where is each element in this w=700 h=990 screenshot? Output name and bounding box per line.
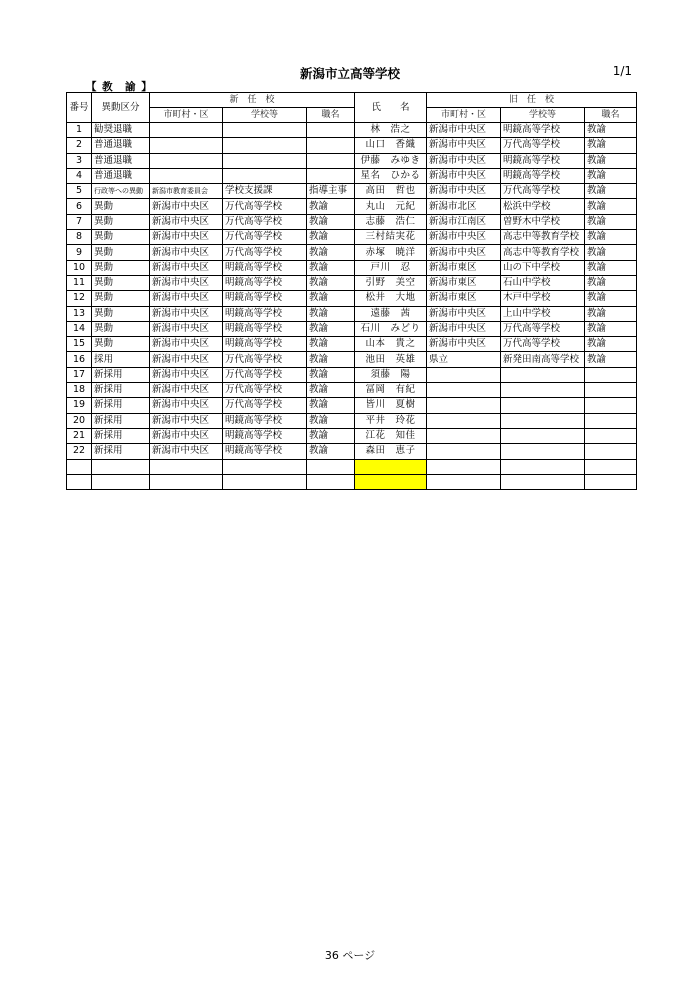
row-name: 丸山 元紀: [355, 199, 427, 214]
row-old-position: 教諭: [585, 275, 637, 290]
row-old-school: 上山中学校: [501, 306, 585, 321]
row-new-city: [150, 153, 223, 168]
row-new-city: 新潟市中央区: [150, 321, 223, 336]
table-body: [67, 123, 637, 490]
row-new-position: [307, 153, 355, 168]
empty-number: [67, 474, 92, 489]
row-new-city: 新潟市中央区: [150, 413, 223, 428]
table-row: [67, 230, 637, 245]
row-category: 行政等への異動: [92, 184, 150, 199]
table-row: [67, 275, 637, 290]
row-old-position: 教諭: [585, 138, 637, 153]
row-old-city: 新潟市中央区: [427, 230, 501, 245]
empty-row: [67, 459, 637, 474]
row-old-school: 石山中学校: [501, 275, 585, 290]
row-category: 異動: [92, 275, 150, 290]
page-title: 新潟市立高等学校: [299, 66, 400, 81]
row-new-school: [223, 153, 307, 168]
row-category: 普通退職: [92, 168, 150, 183]
row-old-school: 高志中等教育学校: [501, 230, 585, 245]
empty-new-position: [307, 474, 355, 489]
personnel-table: [66, 92, 637, 490]
row-new-position: 教諭: [307, 260, 355, 275]
row-number: 1: [67, 123, 92, 138]
row-old-position: 教諭: [585, 230, 637, 245]
header-new-school: 新 任 校: [150, 93, 355, 108]
row-old-position: [585, 413, 637, 428]
empty-new-city: [150, 459, 223, 474]
row-number: 10: [67, 260, 92, 275]
header-new-position: 職名: [307, 108, 355, 123]
row-number: 17: [67, 367, 92, 382]
table-row: [67, 337, 637, 352]
empty-new-school: [223, 474, 307, 489]
row-new-school: 明鏡高等学校: [223, 321, 307, 336]
empty-old-school: [501, 474, 585, 489]
row-category: 異動: [92, 245, 150, 260]
row-old-school: [501, 444, 585, 459]
row-name: 皆川 夏樹: [355, 398, 427, 413]
row-new-position: 教諭: [307, 199, 355, 214]
row-name: 高田 哲也: [355, 184, 427, 199]
row-new-school: 学校支援課: [223, 184, 307, 199]
row-new-city: 新潟市中央区: [150, 444, 223, 459]
row-new-school: 明鏡高等学校: [223, 428, 307, 443]
row-new-position: 教諭: [307, 428, 355, 443]
empty-new-school: [223, 459, 307, 474]
row-name: 星名 ひかる: [355, 168, 427, 183]
row-number: 9: [67, 245, 92, 260]
row-name: 山口 香織: [355, 138, 427, 153]
row-old-city: 新潟市中央区: [427, 245, 501, 260]
table-row: [67, 153, 637, 168]
row-old-city: 県立: [427, 352, 501, 367]
row-new-city: 新潟市中央区: [150, 398, 223, 413]
row-category: 普通退職: [92, 138, 150, 153]
row-new-position: 指導主事: [307, 184, 355, 199]
row-new-city: [150, 123, 223, 138]
table-row: [67, 123, 637, 138]
row-old-school: 高志中等教育学校: [501, 245, 585, 260]
table-row: [67, 428, 637, 443]
row-new-school: 明鏡高等学校: [223, 413, 307, 428]
row-category: 異動: [92, 199, 150, 214]
row-category: 新採用: [92, 413, 150, 428]
row-old-city: [427, 444, 501, 459]
row-old-city: 新潟市北区: [427, 199, 501, 214]
empty-old-position: [585, 459, 637, 474]
table-row: [67, 245, 637, 260]
row-number: 4: [67, 168, 92, 183]
row-category: 異動: [92, 321, 150, 336]
row-new-city: 新潟市中央区: [150, 291, 223, 306]
row-old-school: 万代高等学校: [501, 184, 585, 199]
row-old-position: 教諭: [585, 153, 637, 168]
row-old-city: [427, 398, 501, 413]
row-old-school: 明鏡高等学校: [501, 123, 585, 138]
row-old-city: [427, 428, 501, 443]
row-new-school: 明鏡高等学校: [223, 337, 307, 352]
row-new-position: 教諭: [307, 214, 355, 229]
row-new-position: 教諭: [307, 444, 355, 459]
row-old-city: 新潟市東区: [427, 260, 501, 275]
row-new-position: 教諭: [307, 413, 355, 428]
row-category: 新採用: [92, 383, 150, 398]
row-number: 20: [67, 413, 92, 428]
row-new-city: 新潟市中央区: [150, 383, 223, 398]
row-category: 異動: [92, 260, 150, 275]
table-row: [67, 260, 637, 275]
row-number: 5: [67, 184, 92, 199]
row-number: 15: [67, 337, 92, 352]
row-new-position: 教諭: [307, 245, 355, 260]
row-new-school: 万代高等学校: [223, 352, 307, 367]
header-new-city: 市町村・区: [150, 108, 223, 123]
row-new-city: 新潟市中央区: [150, 245, 223, 260]
row-old-position: 教諭: [585, 352, 637, 367]
row-new-school: 明鏡高等学校: [223, 291, 307, 306]
row-category: 勧奨退職: [92, 123, 150, 138]
row-number: 18: [67, 383, 92, 398]
row-old-position: [585, 444, 637, 459]
row-name: 冨岡 有紀: [355, 383, 427, 398]
table-row: [67, 352, 637, 367]
row-new-position: 教諭: [307, 291, 355, 306]
row-new-school: [223, 123, 307, 138]
empty-new-position: [307, 459, 355, 474]
row-old-city: 新潟市中央区: [427, 306, 501, 321]
row-new-school: 明鏡高等学校: [223, 444, 307, 459]
empty-category: [92, 474, 150, 489]
header-name: 氏 名: [355, 93, 427, 123]
empty-number: [67, 459, 92, 474]
row-new-position: 教諭: [307, 352, 355, 367]
row-old-city: 新潟市東区: [427, 275, 501, 290]
row-name: 三村結実花: [355, 230, 427, 245]
row-old-school: 木戸中学校: [501, 291, 585, 306]
empty-name: [355, 459, 427, 474]
row-old-school: [501, 413, 585, 428]
row-old-city: 新潟市中央区: [427, 184, 501, 199]
header-new-school-name: 学校等: [223, 108, 307, 123]
row-old-school: 万代高等学校: [501, 321, 585, 336]
empty-row: [67, 474, 637, 489]
row-number: 16: [67, 352, 92, 367]
row-new-position: [307, 138, 355, 153]
row-new-position: 教諭: [307, 367, 355, 382]
row-new-position: 教諭: [307, 337, 355, 352]
row-old-position: [585, 428, 637, 443]
row-new-school: 万代高等学校: [223, 398, 307, 413]
row-number: 3: [67, 153, 92, 168]
row-category: 新採用: [92, 367, 150, 382]
row-new-school: 明鏡高等学校: [223, 260, 307, 275]
row-old-school: 明鏡高等学校: [501, 153, 585, 168]
table-row: [67, 444, 637, 459]
row-new-position: [307, 123, 355, 138]
row-old-school: [501, 428, 585, 443]
row-category: 採用: [92, 352, 150, 367]
row-new-city: 新潟市中央区: [150, 214, 223, 229]
row-old-city: 新潟市中央区: [427, 337, 501, 352]
row-new-city: 新潟市中央区: [150, 199, 223, 214]
row-name: 森田 恵子: [355, 444, 427, 459]
row-old-school: 明鏡高等学校: [501, 168, 585, 183]
row-old-school: 万代高等学校: [501, 337, 585, 352]
row-new-school: 万代高等学校: [223, 245, 307, 260]
row-old-position: 教諭: [585, 306, 637, 321]
row-name: 江花 知佳: [355, 428, 427, 443]
row-new-school: 万代高等学校: [223, 383, 307, 398]
row-name: 志藤 浩仁: [355, 214, 427, 229]
header-old-school: 旧 任 校: [427, 93, 637, 108]
row-new-position: 教諭: [307, 398, 355, 413]
row-old-school: 山の下中学校: [501, 260, 585, 275]
row-old-position: 教諭: [585, 184, 637, 199]
empty-old-position: [585, 474, 637, 489]
header-old-school-name: 学校等: [501, 108, 585, 123]
row-old-school: 万代高等学校: [501, 138, 585, 153]
row-old-position: 教諭: [585, 260, 637, 275]
row-new-city: 新潟市中央区: [150, 337, 223, 352]
row-old-city: 新潟市江南区: [427, 214, 501, 229]
row-new-city: 新潟市教育委員会: [150, 184, 223, 199]
row-name: 須藤 陽: [355, 367, 427, 382]
row-new-school: 万代高等学校: [223, 367, 307, 382]
row-category: 普通退職: [92, 153, 150, 168]
row-new-position: 教諭: [307, 321, 355, 336]
header-category: 異動区分: [92, 93, 150, 123]
row-old-position: 教諭: [585, 168, 637, 183]
row-category: 新採用: [92, 428, 150, 443]
row-new-position: 教諭: [307, 306, 355, 321]
row-category: 新採用: [92, 398, 150, 413]
row-old-position: [585, 367, 637, 382]
row-old-city: [427, 367, 501, 382]
row-new-city: 新潟市中央区: [150, 306, 223, 321]
row-old-position: 教諭: [585, 245, 637, 260]
row-new-school: 明鏡高等学校: [223, 275, 307, 290]
table-row: [67, 306, 637, 321]
row-new-position: 教諭: [307, 383, 355, 398]
row-number: 19: [67, 398, 92, 413]
row-new-city: 新潟市中央区: [150, 428, 223, 443]
row-old-city: 新潟市中央区: [427, 123, 501, 138]
row-new-position: [307, 168, 355, 183]
row-old-position: 教諭: [585, 337, 637, 352]
row-name: 池田 英雄: [355, 352, 427, 367]
row-category: 異動: [92, 337, 150, 352]
header-old-position: 職名: [585, 108, 637, 123]
row-number: 14: [67, 321, 92, 336]
table-row: [67, 383, 637, 398]
row-new-city: 新潟市中央区: [150, 367, 223, 382]
row-category: 新採用: [92, 444, 150, 459]
row-number: 6: [67, 199, 92, 214]
table-row: [67, 367, 637, 382]
row-number: 8: [67, 230, 92, 245]
row-old-position: 教諭: [585, 291, 637, 306]
page-count: 1/1: [612, 64, 632, 78]
row-number: 21: [67, 428, 92, 443]
row-number: 2: [67, 138, 92, 153]
row-new-city: [150, 168, 223, 183]
table-row: [67, 214, 637, 229]
row-new-city: 新潟市中央区: [150, 275, 223, 290]
row-category: 異動: [92, 306, 150, 321]
row-old-city: 新潟市中央区: [427, 153, 501, 168]
row-new-school: [223, 138, 307, 153]
row-new-position: 教諭: [307, 230, 355, 245]
row-name: 伊藤 みゆき: [355, 153, 427, 168]
table-row: [67, 184, 637, 199]
row-number: 22: [67, 444, 92, 459]
header-old-city: 市町村・区: [427, 108, 501, 123]
row-new-school: 万代高等学校: [223, 214, 307, 229]
table-row: [67, 168, 637, 183]
row-new-school: 万代高等学校: [223, 199, 307, 214]
empty-old-city: [427, 459, 501, 474]
row-category: 異動: [92, 230, 150, 245]
row-new-city: 新潟市中央区: [150, 260, 223, 275]
row-old-city: 新潟市東区: [427, 291, 501, 306]
row-name: 平井 玲花: [355, 413, 427, 428]
section-label: 【 教 諭 】: [86, 81, 153, 93]
empty-name: [355, 474, 427, 489]
row-old-city: [427, 383, 501, 398]
table-row: [67, 199, 637, 214]
row-old-position: 教諭: [585, 214, 637, 229]
row-new-school: 明鏡高等学校: [223, 306, 307, 321]
table-row: [67, 413, 637, 428]
row-old-city: 新潟市中央区: [427, 138, 501, 153]
row-old-position: 教諭: [585, 123, 637, 138]
table-row: [67, 321, 637, 336]
empty-old-city: [427, 474, 501, 489]
row-number: 7: [67, 214, 92, 229]
empty-old-school: [501, 459, 585, 474]
row-old-city: 新潟市中央区: [427, 321, 501, 336]
row-name: 引野 美空: [355, 275, 427, 290]
row-new-position: 教諭: [307, 275, 355, 290]
row-number: 11: [67, 275, 92, 290]
row-new-city: 新潟市中央区: [150, 230, 223, 245]
row-name: 赤塚 暁洋: [355, 245, 427, 260]
row-old-position: [585, 383, 637, 398]
row-old-school: [501, 367, 585, 382]
page-footer: 36 ページ: [324, 949, 376, 962]
row-old-school: [501, 398, 585, 413]
row-new-city: [150, 138, 223, 153]
row-old-school: 松浜中学校: [501, 199, 585, 214]
row-name: 林 浩之: [355, 123, 427, 138]
row-name: 戸川 忍: [355, 260, 427, 275]
row-number: 13: [67, 306, 92, 321]
row-number: 12: [67, 291, 92, 306]
header-no: 番号: [67, 93, 92, 123]
row-old-position: 教諭: [585, 199, 637, 214]
row-category: 異動: [92, 214, 150, 229]
row-new-school: [223, 168, 307, 183]
table-row: [67, 291, 637, 306]
row-old-school: [501, 383, 585, 398]
row-old-position: 教諭: [585, 321, 637, 336]
row-old-city: [427, 413, 501, 428]
row-old-city: 新潟市中央区: [427, 168, 501, 183]
row-name: 石川 みどり: [355, 321, 427, 336]
row-old-school: 新発田南高等学校: [501, 352, 585, 367]
row-new-city: 新潟市中央区: [150, 352, 223, 367]
empty-category: [92, 459, 150, 474]
row-category: 異動: [92, 291, 150, 306]
row-old-school: 曽野木中学校: [501, 214, 585, 229]
empty-new-city: [150, 474, 223, 489]
row-old-position: [585, 398, 637, 413]
table-row: [67, 398, 637, 413]
row-new-school: 万代高等学校: [223, 230, 307, 245]
row-name: 遠藤 茜: [355, 306, 427, 321]
table-row: [67, 138, 637, 153]
row-name: 山本 貴之: [355, 337, 427, 352]
row-name: 松井 大地: [355, 291, 427, 306]
